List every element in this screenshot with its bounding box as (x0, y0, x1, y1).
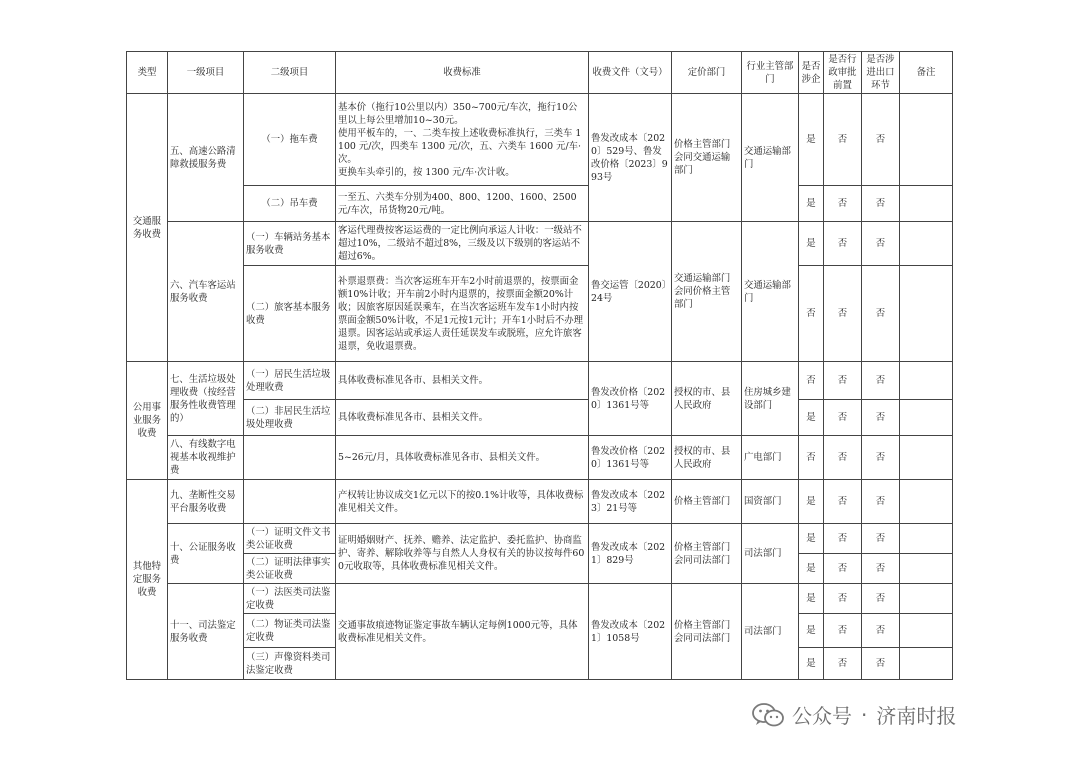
approval-flag: 否 (824, 94, 862, 186)
file-cell: 鲁发改成本〔2021〕1058号 (589, 584, 672, 680)
table-row (127, 266, 953, 362)
level1-cell: 九、垄断性交易平台服务收费 (168, 480, 244, 524)
watermark (752, 700, 956, 729)
import-export-flag: 否 (862, 584, 900, 614)
enterprise-flag: 是 (799, 186, 824, 222)
import-export-flag: 否 (862, 554, 900, 584)
pricing-dept-cell: 价格主管部门会同交通运输部门 (672, 94, 742, 222)
file-cell: 鲁发改成本〔2021〕829号 (589, 524, 672, 584)
header-type: 类型 (127, 52, 168, 94)
standard-cell: 产权转让协议成交1亿元以下的按0.1%计收等，具体收费标准见相关文件。 (336, 480, 589, 524)
category-cell: 其他特定服务收费 (127, 480, 168, 680)
standard-cell: 具体收费标准见各市、县相关文件。 (336, 400, 589, 436)
file-cell: 鲁发改价格〔2020〕1361号等 (589, 362, 672, 436)
level2-cell: （二）旅客基本服务收费 (244, 266, 336, 362)
enterprise-flag: 是 (799, 480, 824, 524)
table-row (127, 222, 953, 266)
remarks-cell (900, 584, 953, 614)
remarks-cell (900, 614, 953, 648)
standard-cell: 补票退票费：当次客运班车开车2小时前退票的，按票面金额10%计收；开车前2小时内退票的，按票面金额20%计收；因旅客原因延误乘车，在当次客运班车发车1小时内按票面金额50%计收，不足1元按1元计；开车1小时后不办理退票。因客运站或承运人责任延误发车或脱班，应允许旅客退票，免收退票费。 (336, 266, 589, 362)
approval-flag: 否 (824, 266, 862, 362)
file-cell: 鲁发改成本〔2023〕21号等 (589, 480, 672, 524)
import-export-flag: 否 (862, 648, 900, 680)
pricing-dept-cell: 授权的市、县人民政府 (672, 362, 742, 436)
header-pricing-dept: 定价部门 (672, 52, 742, 94)
enterprise-flag: 否 (799, 436, 824, 480)
enterprise-flag: 是 (799, 614, 824, 648)
import-export-flag: 否 (862, 94, 900, 186)
enterprise-flag: 是 (799, 648, 824, 680)
watermark-account: 公众号 (792, 704, 852, 728)
enterprise-flag: 是 (799, 554, 824, 584)
import-export-flag: 否 (862, 186, 900, 222)
remarks-cell (900, 436, 953, 480)
file-cell: 鲁交运管〔2020〕24号 (589, 222, 672, 362)
watermark-name: 济南时报 (876, 704, 957, 728)
standard-cell: 交通事故痕迹物证鉴定事故车辆认定每例1000元等，具体收费标准见相关文件。 (336, 584, 589, 680)
watermark-separator: · (861, 702, 868, 727)
industry-dept-cell: 司法部门 (742, 584, 799, 680)
standard-cell: 客运代理费按客运运费的一定比例向承运人计收：一级站不超过10%，二级站不超过8%，三级及以下级别的客运站不超过6%。 (336, 222, 589, 266)
remarks-cell (900, 266, 953, 362)
level1-cell: 十、公证服务收费 (168, 524, 244, 584)
standard-cell: 5~26元/月，具体收费标准见各市、县相关文件。 (336, 436, 589, 480)
wechat-icon (752, 702, 784, 728)
import-export-flag: 否 (862, 400, 900, 436)
pricing-dept-cell: 交通运输部门会同价格主管部门 (672, 222, 742, 362)
remarks-cell (900, 524, 953, 554)
level1-cell: 十一、司法鉴定服务收费 (168, 584, 244, 680)
import-export-flag: 否 (862, 436, 900, 480)
table-row (127, 584, 953, 614)
category-cell: 公用事业服务收费 (127, 362, 168, 480)
level2-cell: （二）非居民生活垃圾处理收费 (244, 400, 336, 436)
industry-dept-cell: 广电部门 (742, 436, 799, 480)
level2-cell: （二）证明法律事实类公证收费 (244, 554, 336, 584)
level2-cell: （二）物证类司法鉴定收费 (244, 614, 336, 648)
remarks-cell (900, 480, 953, 524)
table-row (127, 524, 953, 554)
pricing-dept-cell: 价格主管部门 (672, 480, 742, 524)
import-export-flag: 否 (862, 362, 900, 400)
remarks-cell (900, 362, 953, 400)
header-level1: 一级项目 (168, 52, 244, 94)
level1-cell: 五、高速公路清障救援服务费 (168, 94, 244, 222)
standard-cell: 一至五、六类车分别为400、800、1200、1600、2500元/车次，吊货物20元/吨。 (336, 186, 589, 222)
table-row (127, 362, 953, 400)
approval-flag: 否 (824, 400, 862, 436)
table-row (127, 400, 953, 436)
header-industry-dept: 行业主管部门 (742, 52, 799, 94)
remarks-cell (900, 94, 953, 186)
level1-cell: 六、汽车客运站服务收费 (168, 222, 244, 362)
approval-flag: 否 (824, 554, 862, 584)
approval-flag: 否 (824, 480, 862, 524)
standard-cell: 具体收费标准见各市、县相关文件。 (336, 362, 589, 400)
industry-dept-cell: 交通运输部门 (742, 94, 799, 222)
level2-cell: （一）居民生活垃圾处理收费 (244, 362, 336, 400)
header-enterprise: 是否涉企 (799, 52, 824, 94)
import-export-flag: 否 (862, 480, 900, 524)
import-export-flag: 否 (862, 614, 900, 648)
level2-cell: （一）法医类司法鉴定收费 (244, 584, 336, 614)
enterprise-flag: 是 (799, 584, 824, 614)
fee-table-sheet (126, 51, 952, 680)
import-export-flag: 否 (862, 222, 900, 266)
file-cell: 鲁发改价格〔2020〕1361号等 (589, 436, 672, 480)
standard-cell: 基本价（拖行10公里以内）350~700元/车次，拖行10公里以上每公里增加10~30元。 使用平板车的，一、二类车按上述收费标准执行，三类车 1100 元/次，四类车 1300 元/次，五、六类车 1600 元/车·次。 更换车头牵引的，按 1300 元/车·次计收。 (336, 94, 589, 186)
remarks-cell (900, 554, 953, 584)
table-row (127, 94, 953, 186)
approval-flag: 否 (824, 222, 862, 266)
import-export-flag: 否 (862, 524, 900, 554)
table-row (127, 186, 953, 222)
level2-cell (244, 436, 336, 480)
level2-cell: （一）证明文件文书类公证收费 (244, 524, 336, 554)
header-level2: 二级项目 (244, 52, 336, 94)
header-file: 收费文件（文号） (589, 52, 672, 94)
approval-flag: 否 (824, 436, 862, 480)
approval-flag: 否 (824, 524, 862, 554)
remarks-cell (900, 648, 953, 680)
enterprise-flag: 否 (799, 266, 824, 362)
level2-cell: （三）声像资料类司法鉴定收费 (244, 648, 336, 680)
header-standard: 收费标准 (336, 52, 589, 94)
remarks-cell (900, 186, 953, 222)
level2-cell: （一）车辆站务基本服务收费 (244, 222, 336, 266)
industry-dept-cell: 交通运输部门 (742, 222, 799, 362)
industry-dept-cell: 国资部门 (742, 480, 799, 524)
fee-table (126, 51, 953, 680)
enterprise-flag: 是 (799, 222, 824, 266)
table-header-row (127, 52, 953, 94)
pricing-dept-cell: 价格主管部门会同司法部门 (672, 524, 742, 584)
level2-cell (244, 480, 336, 524)
enterprise-flag: 是 (799, 94, 824, 186)
category-cell: 交通服务收费 (127, 94, 168, 362)
industry-dept-cell: 司法部门 (742, 524, 799, 584)
approval-flag: 否 (824, 648, 862, 680)
enterprise-flag: 是 (799, 524, 824, 554)
header-admin-approval: 是否行政审批前置 (824, 52, 862, 94)
standard-cell: 证明婚姻财产、抚养、赡养、法定监护、委托监护、协商监护、寄养、解除收养等与自然人人身权有关的协议按每件600元收取等，具体收费标准见相关文件。 (336, 524, 589, 584)
table-row (127, 436, 953, 480)
approval-flag: 否 (824, 186, 862, 222)
remarks-cell (900, 400, 953, 436)
pricing-dept-cell: 价格主管部门会同司法部门 (672, 584, 742, 680)
remarks-cell (900, 222, 953, 266)
level1-cell: 八、有线数字电视基本收视维护费 (168, 436, 244, 480)
file-cell: 鲁发改成本〔2020〕529号、鲁发改价格〔2023〕993号 (589, 94, 672, 222)
enterprise-flag: 是 (799, 400, 824, 436)
level2-cell: （二）吊车费 (244, 186, 336, 222)
pricing-dept-cell: 授权的市、县人民政府 (672, 436, 742, 480)
approval-flag: 否 (824, 584, 862, 614)
level1-cell: 七、生活垃圾处理收费（按经营服务性收费管理的） (168, 362, 244, 436)
industry-dept-cell: 住房城乡建设部门 (742, 362, 799, 436)
approval-flag: 否 (824, 614, 862, 648)
level2-cell: （一）拖车费 (244, 94, 336, 186)
header-remarks: 备注 (900, 52, 953, 94)
import-export-flag: 否 (862, 266, 900, 362)
header-import-export: 是否涉进出口环节 (862, 52, 900, 94)
table-row (127, 480, 953, 524)
approval-flag: 否 (824, 362, 862, 400)
enterprise-flag: 否 (799, 362, 824, 400)
